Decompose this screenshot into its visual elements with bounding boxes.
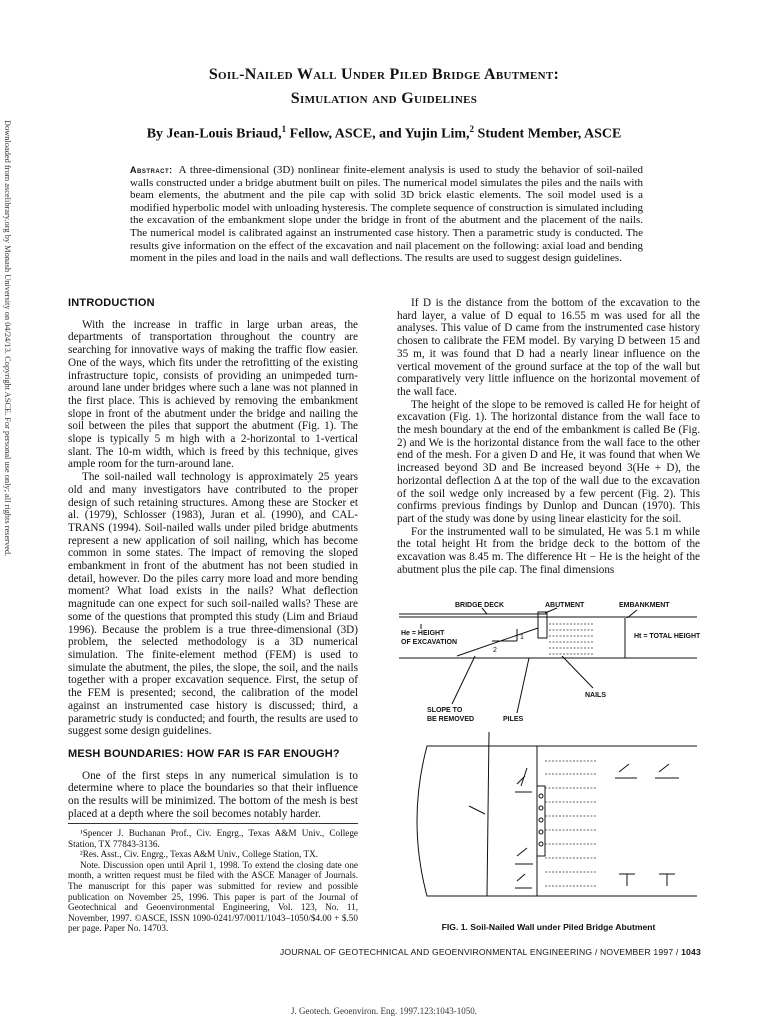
author-1-role: Fellow, ASCE, and Yujin Lim, — [286, 126, 470, 142]
label-abutment: ABUTMENT — [545, 602, 585, 609]
nails-elevation — [549, 624, 593, 654]
download-notice-text: Downloaded from ascelibrary.org by Monash University on 04/24/13. Copyright ASCE. For personal use only; all rights reserved. — [3, 120, 12, 557]
label-total-height: Ht = TOTAL HEIGHT — [634, 633, 700, 640]
piles-leader — [517, 658, 529, 713]
footnote-1: ¹Spencer J. Buchanan Prof., Civ. Engrg., Texas A&M Univ., College Station, TX 77843-3136. — [68, 828, 358, 849]
label-slope-to-be-removed-2: BE REMOVED — [427, 716, 475, 723]
nails-leader — [562, 656, 593, 688]
footnote-2: ²Res. Asst., Civ. Engrg., Texas A&M Univ., College Station, TX. — [80, 849, 319, 860]
abstract — [130, 164, 643, 265]
slope-ratio-2: 2 — [493, 647, 497, 654]
label-height-of-excavation-2: OF EXCAVATION — [401, 639, 457, 646]
label-nails: NAILS — [585, 692, 606, 699]
label-bridge-deck: BRIDGE DECK — [455, 602, 505, 609]
label-piles: PILES — [503, 716, 524, 723]
author-line — [80, 124, 688, 143]
download-notice — [1, 120, 14, 890]
journal-footer — [280, 947, 701, 957]
figure-1-caption: FIG. 1. Soil-Nailed Wall under Piled Bridge Abutment — [441, 922, 656, 932]
right-paragraph-3: For the instrumented wall to be simulated, He was 5.1 m while the total height Ht from the bridge deck to the bottom of the excavation was 8.45 m. The difference Ht − He is the height of the abutment plus the pile cap. The final dimensions — [397, 525, 700, 576]
figure-1 — [397, 596, 700, 918]
ground-symbols — [515, 764, 679, 888]
introduction-heading: INTRODUCTION — [68, 297, 155, 309]
intro-paragraph-2: The soil-nailed wall technology is approximately 25 years old and many investigators have contributed to the proper design of such retaining structures. Among these are Stocker et al. (1979), Schlosser (1983), Juran et al. (1990), and CAL-TRANS (1994). Soil-nailed walls under piled bridge abutments represent a new application of soil nailing, which has become common in some states. The impact of removing the sloped embankment in front of the abutment has not been studied in detail, however. Do the piles carry more load and more bending moment? What load exists in the nails? What deflection magnitude can one expect for such soil-nailed walls? These are some of the questions that prompted this study (Lim and Briaud 1996). Because the problem is a true three-dimensional (3D) problem, the selected methodology is a 3D numerical simulation. The finite-element method (FEM) is used to simulate the abutment, the piles, the slope, the soil, and the nails together with a proper excavation sequence. First, the setup of the FEM is presented; second, the calibration of the model against an instrumented case history is discussed; third, a parametric study is conducted; and fourth, the results are used to suggest some design guidelines. — [68, 471, 358, 738]
author-1: By Jean-Louis Briaud, — [146, 126, 282, 142]
right-paragraph-1: If D is the distance from the bottom of the excavation to the hard layer, a value of D equal to 16.55 m was used for all the analyses. This value of D came from the instrumented case history chosen to calibrate the FEM model. By varying D between 15 and 35 m, it was found that D had a nearly linear influence on the vertical movement of the ground surface at the top of the wall but comparatively very little influence on the horizontal movement of the wall face. — [397, 297, 700, 398]
plan-view — [417, 732, 697, 896]
intro-paragraph-1: With the increase in traffic in large urban areas, the departments of transportation throughout the country are searching for innovative ways of making the traffic flow easier. One of the ways, which fits under the retrofitting of the existing infrastructure topic, consists of providing an unimpeded turn-around lane under bridges where such a lane was not planned in the first place. This is achieved by removing the embankment slope in front of the abutment under the bridge and nailing the soil between the piles that support the abutment (Fig. 1). The slope is typically 5 m high with a 2-horizontal to 1-vertical slant. The 10-m width, which is freed by this technique, gives ample room for the turn-around lane. — [68, 318, 358, 471]
label-embankment: EMBANKMENT — [619, 602, 670, 609]
page-number: 1043 — [681, 947, 701, 957]
footnotes — [68, 823, 358, 934]
label-height-of-excavation-1: He = HEIGHT — [401, 630, 445, 637]
abutment-block — [538, 612, 547, 638]
slope-leader — [452, 656, 475, 704]
paper-title-line-1: Soil-Nailed Wall Under Piled Bridge Abutment: — [208, 66, 560, 83]
right-column — [397, 297, 700, 576]
abstract-label: Abstract: — [130, 165, 173, 175]
mesh-paragraph-1: One of the first steps in any numerical simulation is to determine where to place the boundaries so that their influence on the results will be minimized. The bottom of the mesh is best placed at a depth where the soil becomes notably harder. — [68, 769, 358, 820]
figure-1-drawing — [397, 596, 700, 918]
footnote-note: Note. Discussion open until April 1, 1998. To extend the closing date one month, a written request must be filed with the ASCE Manager of Journals. The manuscript for this paper was submitted for review and possible publication on November 25, 1996. This paper is part of the Journal of Geotechnical and Geoenvironmental Engineering, Vol. 123, No. 11, November, 1997. ©ASCE, ISSN 1090-0241/97/0011/1043–1050/$4.00 + $.50 per page. Paper No. 14703. — [68, 859, 358, 934]
author-2-footnote-mark: 2 — [469, 124, 475, 134]
left-column — [68, 297, 358, 820]
label-slope-to-be-removed-1: SLOPE TO — [427, 707, 463, 714]
journal-name: JOURNAL OF GEOTECHNICAL AND GEOENVIRONMENTAL ENGINEERING / NOVEMBER 1997 / — [279, 947, 682, 957]
slope-ratio-1: 1 — [520, 634, 524, 641]
author-1-footnote-mark: 1 — [281, 124, 287, 134]
citation-line: J. Geotech. Geoenviron. Eng. 1997.123:1043-1050. — [291, 1006, 477, 1016]
author-2-role: Student Member, ASCE — [474, 126, 622, 142]
mesh-boundaries-heading: MESH BOUNDARIES: HOW FAR IS FAR ENOUGH? — [68, 747, 340, 760]
piles-plan — [539, 794, 543, 846]
excavation-slope-line — [457, 628, 538, 656]
right-paragraph-2: The height of the slope to be removed is called He for height of excavation (Fig. 1). The horizontal distance from the wall face to the mesh boundary at the end of the embankment is called Be (Fig. 2) and We is the horizontal distance from the wall face to the other end of the mesh. For a given D and He, it was found that when We increased beyond 3D and Be increased beyond 3(He + D), the horizontal deflection Δ at the top of the wall due to the excavation of the soil wedge only increased by a few percent (Fig. 2). This confirms previous findings by Dunlop and Duncan (1970). This part of the study was done by using linear elasticity for the soil. — [397, 398, 700, 525]
nails-plan — [545, 761, 597, 886]
abstract-text: A three-dimensional (3D) nonlinear finite-element analysis is used to study the behavior of soil-nailed walls constructed under a bridge abutment built on piles. The numerical model simulates the piles and the nails with beam elements, the abutment and the pile cap with solid 3D brick elastic elements. The soil model used is a modified hyperbolic model with unloading hysteresis. The complete sequence of construction is simulated including the excavation of the embankment slope under the bridge in front of the abutment and the placement of the nails. The numerical model is calibrated against an instrumented case history. Then a parametric study is conducted. The results give information on the effect of the excavation and nail placement on the following: axial load and bending moment in the piles and load in the nails and wall deflections. The results are used to suggest design guidelines. — [130, 164, 643, 265]
paper-title-line-2: Simulation and Guidelines — [290, 90, 478, 107]
